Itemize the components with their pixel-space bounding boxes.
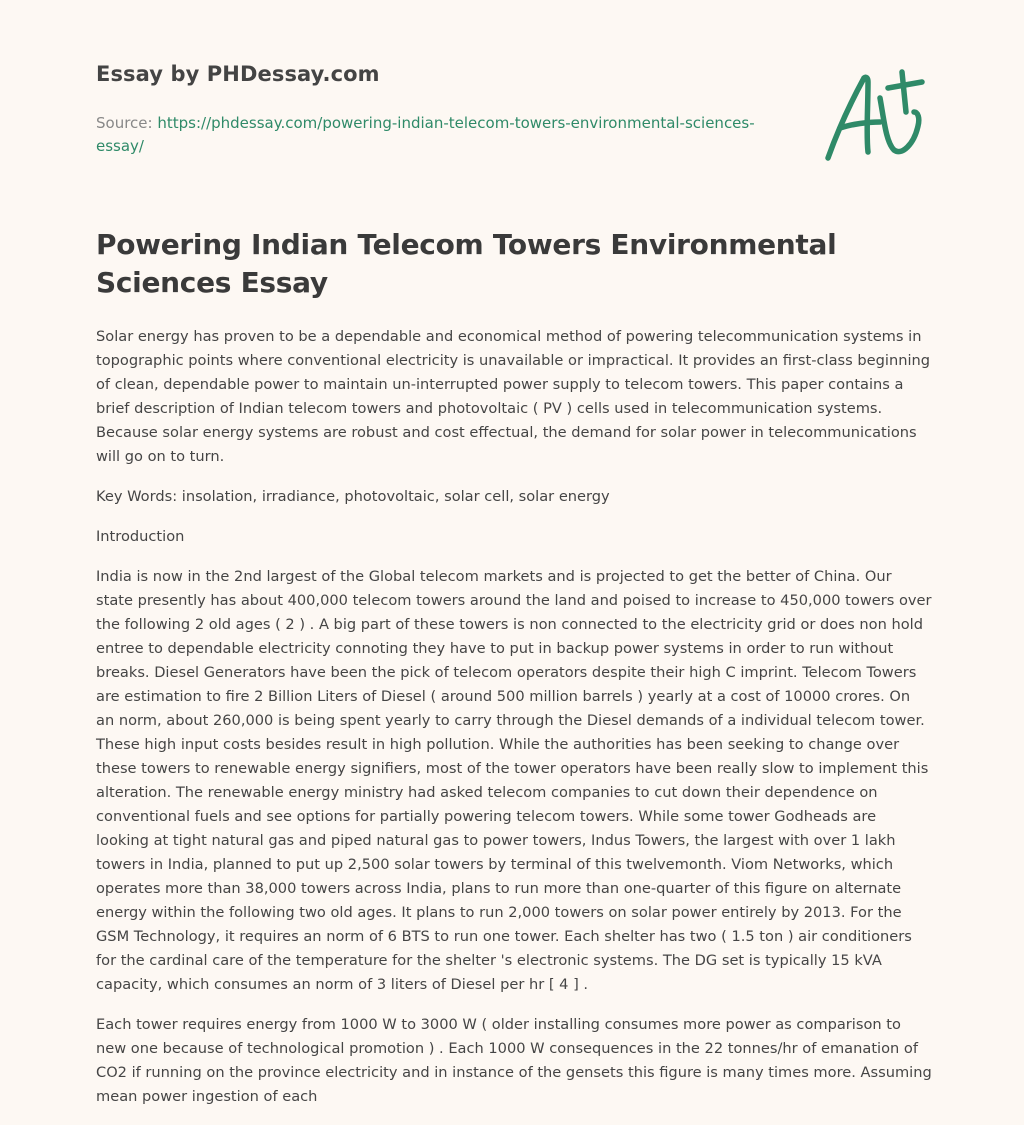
abstract-paragraph: Solar energy has proven to be a dependable and economical method of powering telecommunication systems in topographic points where conventional electricity is unavailable or impractical. It provides an first-class beginning of clean, dependable power to maintain un-interrupted power supply to telecom towers. This paper contains a brief description of Indian telecom towers and photovoltaic ( PV ) cells used in telecommunication systems. Because solar energy systems are robust and cost effectual, the demand for solar power in telecommunications will go on to turn.: [96, 328, 931, 465]
source-link[interactable]: [96, 114, 755, 155]
document-header: [96, 62, 796, 158]
source-url-line1: https://phdessay.com/powering-indian-telecom-towers-environmental-sciences-: [157, 114, 755, 132]
essay-body: [96, 325, 932, 1125]
source-url-line2: essay/: [96, 137, 144, 155]
a-plus-grade-icon: [822, 68, 926, 164]
energy-paragraph: Each tower requires energy from 1000 W to 3000 W ( older installing consumes more power as comparison to new one because of technological promotion ) . Each 1000 W consequences in the 22 tonnes/hr of emanation of CO2 if running on the province electricity and in instance of the gensets this figure is many times more. Assuming mean power ingestion of each: [96, 1016, 932, 1105]
source-line: [96, 112, 776, 158]
site-title: Essay by PHDessay.com: [96, 62, 380, 86]
introduction-paragraph: India is now in the 2nd largest of the Global telecom markets and is projected to get the better of China. Our state presently has about 400,000 telecom towers around the land and poised to increase to 450,000 towers over the following 2 old ages ( 2 ) . A big part of these towers is non connected to the electricity grid or does non hold entree to dependable electricity connoting they have to put in backup power systems in order to run without breaks. Diesel Generators have been the pick of telecom operators despite their high C imprint. Telecom Towers are estimation to fire 2 Billion Liters of Diesel ( around 500 million barrels ) yearly at a cost of 10000 crores. On an norm, about 260,000 is being spent yearly to carry through the Diesel demands of a individual telecom tower. These high input costs besides result in high pollution. While the authorities has been seeking to change over these towers to renewable energy signifiers, most of the tower operators have been really slow to implement this alteration. The renewable energy ministry had asked telecom companies to cut down their dependence on conventional fuels and see options for partially powering telecom towers. While some tower Godheads are looking at tight natural gas and piped natural gas to power towers, Indus Towers, the largest with over 1 lakh towers in India, planned to put up 2,500 solar towers by terminal of this twelvemonth. Viom Networks, which operates more than 38,000 towers across India, plans to run more than one-quarter of this figure on alternate energy within the following two old ages. It plans to run 2,000 towers on solar power entirely by 2013. For the GSM Technology, it requires an norm of 6 BTS to run one tower. Each shelter has two ( 1.5 ton ) air conditioners for the cardinal care of the temperature for the shelter 's electronic systems. The DG set is typically 15 kVA capacity, which consumes an norm of 3 liters of Diesel per hr [ 4 ] .: [96, 568, 932, 993]
source-label: Source:: [96, 114, 153, 132]
key-words-paragraph: Key Words: insolation, irradiance, photovoltaic, solar cell, solar energy: [96, 488, 610, 505]
essay-title: Powering Indian Telecom Towers Environmental Sciences Essay: [96, 228, 837, 299]
introduction-heading: Introduction: [96, 528, 185, 545]
